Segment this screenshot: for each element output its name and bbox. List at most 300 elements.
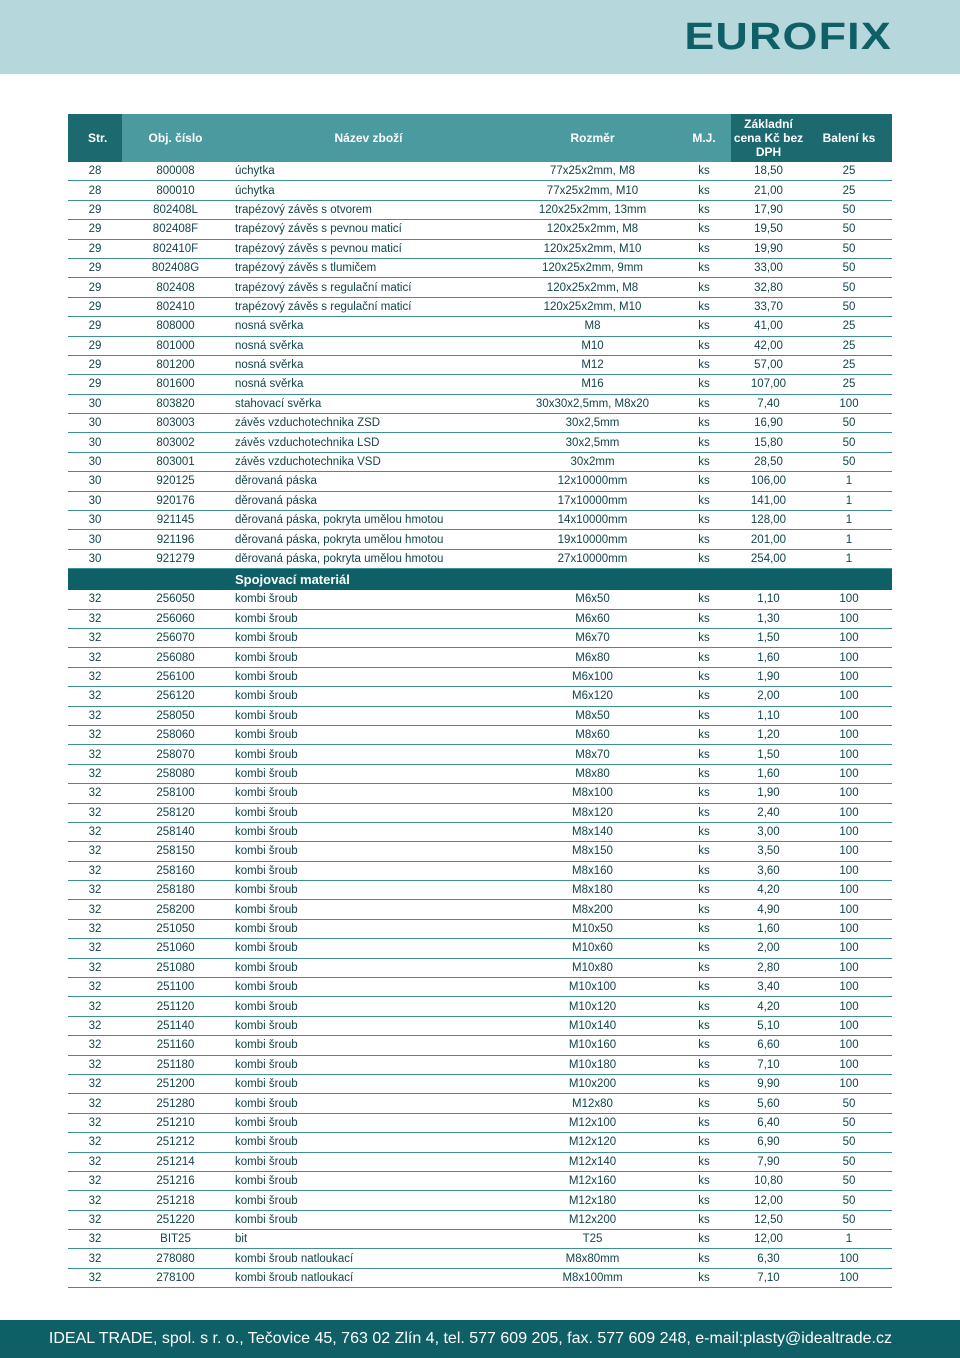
cell-dimension: M10x60 <box>508 939 677 958</box>
cell-price: 1,10 <box>731 590 806 609</box>
cell-page: 30 <box>68 511 122 530</box>
cell-order-number: 251218 <box>122 1191 229 1210</box>
cell-dimension: M8x200 <box>508 900 677 919</box>
cell-page: 30 <box>68 549 122 568</box>
cell-package: 100 <box>806 900 892 919</box>
cell-dimension: M8x100 <box>508 784 677 803</box>
table-row <box>68 414 892 433</box>
cell-page: 32 <box>68 997 122 1016</box>
cell-page: 32 <box>68 1113 122 1132</box>
cell-order-number: 802410F <box>122 239 229 258</box>
cell-product-name: závěs vzduchotechnika LSD <box>229 433 508 452</box>
cell-unit: ks <box>677 1152 731 1171</box>
cell-price: 57,00 <box>731 355 806 374</box>
cell-dimension: M8x100mm <box>508 1268 677 1287</box>
cell-order-number: 251212 <box>122 1133 229 1152</box>
cell-price: 107,00 <box>731 375 806 394</box>
cell-page: 32 <box>68 628 122 647</box>
table-row <box>68 336 892 355</box>
cell-order-number: 256120 <box>122 687 229 706</box>
table-row <box>68 1152 892 1171</box>
cell-page: 32 <box>68 803 122 822</box>
cell-package: 25 <box>806 336 892 355</box>
table-row <box>68 687 892 706</box>
cell-package: 100 <box>806 861 892 880</box>
cell-unit: ks <box>677 1249 731 1268</box>
cell-package: 50 <box>806 1191 892 1210</box>
cell-unit: ks <box>677 900 731 919</box>
cell-order-number: 251210 <box>122 1113 229 1132</box>
cell-price: 7,10 <box>731 1055 806 1074</box>
cell-order-number: 803003 <box>122 414 229 433</box>
table-row <box>68 1074 892 1093</box>
cell-page: 32 <box>68 1133 122 1152</box>
cell-price: 42,00 <box>731 336 806 355</box>
cell-product-name: trapézový závěs s otvorem <box>229 200 508 219</box>
cell-price: 2,00 <box>731 939 806 958</box>
cell-product-name: kombi šroub <box>229 861 508 880</box>
table-row <box>68 258 892 277</box>
cell-order-number: 256100 <box>122 667 229 686</box>
cell-dimension: M10x160 <box>508 1036 677 1055</box>
cell-order-number: 258200 <box>122 900 229 919</box>
cell-product-name: kombi šroub <box>229 1074 508 1093</box>
cell-order-number: 921279 <box>122 549 229 568</box>
table-row <box>68 1268 892 1287</box>
cell-product-name: děrovaná páska <box>229 491 508 510</box>
table-row <box>68 1113 892 1132</box>
table-row <box>68 1230 892 1249</box>
cell-package: 100 <box>806 764 892 783</box>
cell-page: 32 <box>68 822 122 841</box>
cell-unit: ks <box>677 590 731 609</box>
cell-order-number: 251280 <box>122 1094 229 1113</box>
cell-page: 32 <box>68 784 122 803</box>
cell-package: 100 <box>806 667 892 686</box>
cell-page: 29 <box>68 200 122 219</box>
cell-price: 1,60 <box>731 764 806 783</box>
cell-price: 12,00 <box>731 1230 806 1249</box>
table-row <box>68 317 892 336</box>
cell-package: 100 <box>806 1074 892 1093</box>
cell-package: 50 <box>806 1210 892 1229</box>
cell-unit: ks <box>677 881 731 900</box>
cell-product-name: kombi šroub <box>229 822 508 841</box>
cell-unit: ks <box>677 822 731 841</box>
cell-product-name: kombi šroub <box>229 1016 508 1035</box>
cell-package: 100 <box>806 958 892 977</box>
cell-dimension: 77x25x2mm, M8 <box>508 162 677 181</box>
cell-order-number: 251140 <box>122 1016 229 1035</box>
cell-product-name: kombi šroub <box>229 590 508 609</box>
cell-unit: ks <box>677 1133 731 1152</box>
cell-package: 50 <box>806 278 892 297</box>
cell-price: 1,30 <box>731 609 806 628</box>
cell-product-name: stahovací svěrka <box>229 394 508 413</box>
cell-price: 33,70 <box>731 297 806 316</box>
cell-dimension: 120x25x2mm, 13mm <box>508 200 677 219</box>
table-row <box>68 881 892 900</box>
cell-product-name: trapézový závěs s pevnou maticí <box>229 220 508 239</box>
cell-page: 32 <box>68 939 122 958</box>
cell-price: 5,60 <box>731 1094 806 1113</box>
cell-unit: ks <box>677 745 731 764</box>
cell-order-number: 920125 <box>122 472 229 491</box>
cell-product-name: kombi šroub <box>229 1171 508 1190</box>
cell-package: 100 <box>806 822 892 841</box>
cell-product-name: děrovaná páska <box>229 472 508 491</box>
cell-price: 6,30 <box>731 1249 806 1268</box>
cell-package: 50 <box>806 1133 892 1152</box>
cell-product-name: kombi šroub <box>229 1113 508 1132</box>
cell-page: 30 <box>68 530 122 549</box>
cell-page: 32 <box>68 1230 122 1249</box>
cell-price: 4,90 <box>731 900 806 919</box>
cell-price: 19,90 <box>731 239 806 258</box>
cell-order-number: BIT25 <box>122 1230 229 1249</box>
cell-product-name: kombi šroub <box>229 881 508 900</box>
cell-dimension: M10x50 <box>508 919 677 938</box>
cell-page: 32 <box>68 1036 122 1055</box>
cell-package: 100 <box>806 1249 892 1268</box>
cell-dimension: M10 <box>508 336 677 355</box>
cell-product-name: děrovaná páska, pokryta umělou hmotou <box>229 530 508 549</box>
table-header-row <box>68 114 892 162</box>
table-row <box>68 530 892 549</box>
cell-price: 3,60 <box>731 861 806 880</box>
cell-dimension: M8x150 <box>508 842 677 861</box>
cell-unit: ks <box>677 609 731 628</box>
cell-dimension: 30x2,5mm <box>508 433 677 452</box>
cell-page: 32 <box>68 648 122 667</box>
cell-page: 32 <box>68 1074 122 1093</box>
cell-package: 1 <box>806 511 892 530</box>
cell-product-name: děrovaná páska, pokryta umělou hmotou <box>229 549 508 568</box>
table-row <box>68 511 892 530</box>
cell-package: 100 <box>806 978 892 997</box>
cell-page: 32 <box>68 1171 122 1190</box>
cell-order-number: 256060 <box>122 609 229 628</box>
cell-price: 12,00 <box>731 1191 806 1210</box>
cell-unit: ks <box>677 978 731 997</box>
cell-dimension: M12x100 <box>508 1113 677 1132</box>
cell-package: 25 <box>806 181 892 200</box>
cell-page: 32 <box>68 590 122 609</box>
cell-price: 1,20 <box>731 725 806 744</box>
cell-package: 100 <box>806 919 892 938</box>
cell-price: 1,60 <box>731 648 806 667</box>
cell-product-name: kombi šroub <box>229 978 508 997</box>
cell-order-number: 921196 <box>122 530 229 549</box>
cell-page: 32 <box>68 919 122 938</box>
cell-product-name: kombi šroub <box>229 667 508 686</box>
cell-unit: ks <box>677 472 731 491</box>
cell-product-name: trapézový závěs s pevnou maticí <box>229 239 508 258</box>
cell-dimension: M16 <box>508 375 677 394</box>
cell-product-name: trapézový závěs s tlumičem <box>229 258 508 277</box>
cell-package: 100 <box>806 394 892 413</box>
table-row <box>68 764 892 783</box>
table-row <box>68 549 892 568</box>
cell-page: 32 <box>68 1094 122 1113</box>
cell-page: 32 <box>68 978 122 997</box>
cell-unit: ks <box>677 297 731 316</box>
cell-package: 50 <box>806 239 892 258</box>
cell-product-name: úchytka <box>229 181 508 200</box>
table-row <box>68 919 892 938</box>
header-price: Základní cena Kč bez DPH <box>731 114 806 162</box>
cell-unit: ks <box>677 511 731 530</box>
section-row <box>68 569 892 590</box>
cell-dimension: M6x60 <box>508 609 677 628</box>
cell-page: 30 <box>68 491 122 510</box>
cell-price: 7,90 <box>731 1152 806 1171</box>
cell-order-number: 802408F <box>122 220 229 239</box>
cell-package: 100 <box>806 648 892 667</box>
cell-unit: ks <box>677 1016 731 1035</box>
cell-order-number: 251200 <box>122 1074 229 1093</box>
cell-dimension: M6x120 <box>508 687 677 706</box>
cell-dimension: M12x140 <box>508 1152 677 1171</box>
cell-page: 30 <box>68 472 122 491</box>
cell-unit: ks <box>677 648 731 667</box>
cell-package: 1 <box>806 1230 892 1249</box>
table-row <box>68 1055 892 1074</box>
table-row <box>68 725 892 744</box>
cell-page: 32 <box>68 958 122 977</box>
cell-price: 4,20 <box>731 881 806 900</box>
cell-order-number: 258120 <box>122 803 229 822</box>
cell-unit: ks <box>677 1268 731 1287</box>
cell-product-name: nosná svěrka <box>229 336 508 355</box>
table-row <box>68 472 892 491</box>
cell-dimension: M8x80 <box>508 764 677 783</box>
cell-package: 100 <box>806 725 892 744</box>
cell-dimension: M8x60 <box>508 725 677 744</box>
cell-order-number: 251216 <box>122 1171 229 1190</box>
cell-page: 30 <box>68 452 122 471</box>
table-row <box>68 822 892 841</box>
cell-package: 50 <box>806 220 892 239</box>
cell-package: 100 <box>806 784 892 803</box>
cell-price: 17,90 <box>731 200 806 219</box>
cell-price: 6,40 <box>731 1113 806 1132</box>
cell-unit: ks <box>677 1230 731 1249</box>
cell-package: 100 <box>806 939 892 958</box>
cell-unit: ks <box>677 1094 731 1113</box>
cell-product-name: kombi šroub <box>229 725 508 744</box>
cell-product-name: kombi šroub <box>229 1133 508 1152</box>
cell-price: 28,50 <box>731 452 806 471</box>
table-row <box>68 861 892 880</box>
cell-price: 141,00 <box>731 491 806 510</box>
cell-price: 10,80 <box>731 1171 806 1190</box>
cell-product-name: kombi šroub <box>229 958 508 977</box>
cell-order-number: 256050 <box>122 590 229 609</box>
table-row <box>68 590 892 609</box>
header-band <box>0 0 960 74</box>
table-row <box>68 958 892 977</box>
table-row <box>68 1171 892 1190</box>
table-row <box>68 297 892 316</box>
cell-package: 50 <box>806 1094 892 1113</box>
table-row <box>68 939 892 958</box>
cell-package: 50 <box>806 433 892 452</box>
cell-package: 50 <box>806 258 892 277</box>
cell-price: 33,00 <box>731 258 806 277</box>
cell-price: 2,40 <box>731 803 806 822</box>
price-table <box>68 114 892 1288</box>
cell-package: 50 <box>806 200 892 219</box>
cell-order-number: 278080 <box>122 1249 229 1268</box>
table-row <box>68 609 892 628</box>
cell-product-name: nosná svěrka <box>229 375 508 394</box>
cell-price: 2,80 <box>731 958 806 977</box>
cell-package: 25 <box>806 375 892 394</box>
cell-product-name: děrovaná páska, pokryta umělou hmotou <box>229 511 508 530</box>
cell-order-number: 251050 <box>122 919 229 938</box>
cell-page: 32 <box>68 764 122 783</box>
section-header <box>68 569 892 590</box>
cell-dimension: 17x10000mm <box>508 491 677 510</box>
cell-product-name: závěs vzduchotechnika VSD <box>229 452 508 471</box>
cell-dimension: M6x80 <box>508 648 677 667</box>
cell-dimension: M8x70 <box>508 745 677 764</box>
table-row <box>68 1036 892 1055</box>
cell-unit: ks <box>677 1074 731 1093</box>
cell-price: 7,10 <box>731 1268 806 1287</box>
cell-unit: ks <box>677 278 731 297</box>
section-title: Spojovací materiál <box>229 569 892 590</box>
cell-product-name: kombi šroub <box>229 1191 508 1210</box>
cell-price: 9,90 <box>731 1074 806 1093</box>
cell-unit: ks <box>677 414 731 433</box>
cell-unit: ks <box>677 200 731 219</box>
table-row <box>68 355 892 374</box>
cell-package: 100 <box>806 1268 892 1287</box>
cell-product-name: kombi šroub <box>229 842 508 861</box>
cell-package: 50 <box>806 1171 892 1190</box>
cell-order-number: 251060 <box>122 939 229 958</box>
cell-page: 32 <box>68 1152 122 1171</box>
cell-product-name: trapézový závěs s regulační maticí <box>229 297 508 316</box>
cell-package: 1 <box>806 530 892 549</box>
cell-package: 1 <box>806 491 892 510</box>
cell-unit: ks <box>677 803 731 822</box>
cell-dimension: M10x120 <box>508 997 677 1016</box>
header-product-name: Název zboží <box>229 114 508 162</box>
cell-unit: ks <box>677 491 731 510</box>
cell-price: 32,80 <box>731 278 806 297</box>
table-row <box>68 1133 892 1152</box>
cell-dimension: M10x100 <box>508 978 677 997</box>
cell-unit: ks <box>677 549 731 568</box>
cell-order-number: 251214 <box>122 1152 229 1171</box>
cell-package: 100 <box>806 1016 892 1035</box>
header-unit: M.J. <box>677 114 731 162</box>
cell-page: 29 <box>68 355 122 374</box>
cell-dimension: 30x30x2,5mm, M8x20 <box>508 394 677 413</box>
cell-package: 100 <box>806 687 892 706</box>
cell-package: 50 <box>806 297 892 316</box>
cell-product-name: kombi šroub <box>229 609 508 628</box>
cell-page: 32 <box>68 745 122 764</box>
cell-unit: ks <box>677 667 731 686</box>
cell-order-number: 800008 <box>122 162 229 181</box>
cell-page: 29 <box>68 258 122 277</box>
cell-package: 1 <box>806 472 892 491</box>
cell-page: 32 <box>68 881 122 900</box>
header-dimension: Rozměr <box>508 114 677 162</box>
table-row <box>68 220 892 239</box>
table-row <box>68 745 892 764</box>
cell-dimension: M10x180 <box>508 1055 677 1074</box>
table-row <box>68 181 892 200</box>
cell-dimension: M8x80mm <box>508 1249 677 1268</box>
table-row <box>68 978 892 997</box>
cell-price: 1,60 <box>731 919 806 938</box>
cell-order-number: 258150 <box>122 842 229 861</box>
cell-order-number: 251080 <box>122 958 229 977</box>
cell-product-name: kombi šroub <box>229 1152 508 1171</box>
cell-page: 29 <box>68 317 122 336</box>
cell-dimension: M8x50 <box>508 706 677 725</box>
cell-unit: ks <box>677 1210 731 1229</box>
cell-product-name: kombi šroub <box>229 764 508 783</box>
cell-package: 100 <box>806 1055 892 1074</box>
cell-page: 32 <box>68 706 122 725</box>
cell-dimension: M12x200 <box>508 1210 677 1229</box>
table-row <box>68 394 892 413</box>
cell-product-name: kombi šroub natloukací <box>229 1268 508 1287</box>
cell-price: 201,00 <box>731 530 806 549</box>
cell-unit: ks <box>677 220 731 239</box>
cell-order-number: 803001 <box>122 452 229 471</box>
cell-page: 29 <box>68 336 122 355</box>
cell-dimension: M8 <box>508 317 677 336</box>
cell-package: 100 <box>806 881 892 900</box>
cell-product-name: kombi šroub <box>229 939 508 958</box>
cell-order-number: 258160 <box>122 861 229 880</box>
cell-dimension: 120x25x2mm, 9mm <box>508 258 677 277</box>
cell-package: 100 <box>806 842 892 861</box>
cell-price: 254,00 <box>731 549 806 568</box>
cell-order-number: 256080 <box>122 648 229 667</box>
cell-order-number: 800010 <box>122 181 229 200</box>
cell-page: 29 <box>68 375 122 394</box>
cell-page: 29 <box>68 297 122 316</box>
cell-order-number: 802408G <box>122 258 229 277</box>
cell-price: 15,80 <box>731 433 806 452</box>
cell-product-name: nosná svěrka <box>229 317 508 336</box>
cell-dimension: M6x100 <box>508 667 677 686</box>
table-row <box>68 162 892 181</box>
cell-page: 32 <box>68 725 122 744</box>
cell-product-name: kombi šroub <box>229 628 508 647</box>
cell-page: 32 <box>68 1210 122 1229</box>
cell-unit: ks <box>677 258 731 277</box>
cell-product-name: kombi šroub <box>229 803 508 822</box>
cell-unit: ks <box>677 861 731 880</box>
cell-dimension: 19x10000mm <box>508 530 677 549</box>
table-row <box>68 842 892 861</box>
cell-product-name: kombi šroub <box>229 1036 508 1055</box>
cell-dimension: 27x10000mm <box>508 549 677 568</box>
table-row <box>68 784 892 803</box>
table-row <box>68 1210 892 1229</box>
cell-order-number: 251160 <box>122 1036 229 1055</box>
header-page: Str. <box>68 114 122 162</box>
